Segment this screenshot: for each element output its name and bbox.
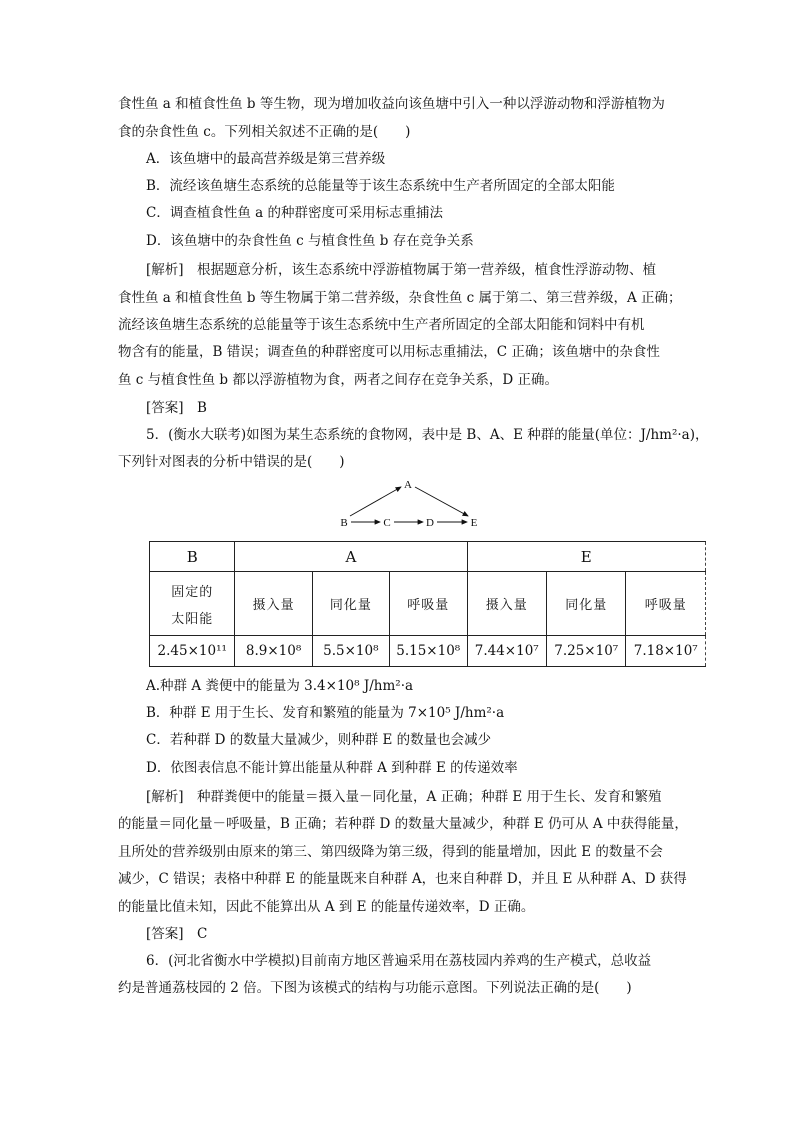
table-header-e-assimilation: 同化量 <box>546 572 625 636</box>
food-web-node-d: D <box>426 517 434 529</box>
q4-answer: [答案] B <box>146 400 207 416</box>
q5-stem-line-2: 下列针对图表的分析中错误的是( ) <box>118 454 345 470</box>
arrow-a-to-e <box>415 487 468 516</box>
food-web-node-c: C <box>383 517 391 529</box>
food-web-node-a: A <box>404 479 412 491</box>
q5-analysis-line-5: 的能量比值未知，因此不能算出从 A 到 E 的能量传递效率，D 正确。 <box>118 899 535 915</box>
table-header-e-intake: 摄入量 <box>467 572 546 636</box>
q5-analysis-line-1: [解析] 种群粪便中的能量＝摄入量－同化量，A 正确；种群 E 用于生长、发育和繁殖 <box>146 789 662 805</box>
table-header-a-respiration: 呼吸量 <box>389 572 467 636</box>
food-web-diagram <box>330 476 490 532</box>
energy-table <box>149 541 706 667</box>
table-value-a-assimilation: 5.5×10⁸ <box>312 636 389 667</box>
q6-stem-line-1: 6．(河北省衡水中学模拟)目前南方地区普遍采用在荔枝园内养鸡的生产模式，总收益 <box>146 953 652 969</box>
q4-option-c: C．调查植食性鱼 a 的种群密度可采用标志重捕法 <box>146 205 443 221</box>
food-web-node-e: E <box>470 517 478 529</box>
q4-analysis-line-1: [解析] 根据题意分析，该生态系统中浮游植物属于第一营养级，植食性浮游动物、植 <box>146 262 657 278</box>
q5-option-b: B．种群 E 用于生长、发育和繁殖的能量为 7×10⁵ J/hm²·a <box>146 705 505 721</box>
q5-option-d: D．依图表信息不能计算出能量从种群 A 到种群 E 的传递效率 <box>146 760 518 776</box>
q4-option-d: D．该鱼塘中的杂食性鱼 c 与植食性鱼 b 存在竞争关系 <box>146 233 474 249</box>
table-value-e-respiration: 7.18×10⁷ <box>626 636 706 667</box>
q4-stem-line-2: 食的杂食性鱼 c。下列相关叙述不正确的是( ) <box>118 124 411 140</box>
table-value-a-respiration: 5.15×10⁸ <box>389 636 467 667</box>
table-header-a-intake: 摄入量 <box>235 572 312 636</box>
table-header-a-assimilation: 同化量 <box>312 572 389 636</box>
q5-analysis-line-2: 的能量＝同化量－呼吸量，B 正确；若种群 D 的数量大量减少，种群 E 仍可从 A 中获得能量， <box>118 816 688 832</box>
table-value-e-assimilation: 7.25×10⁷ <box>546 636 625 667</box>
table-header-b-line-2: 太阳能 <box>171 611 214 627</box>
food-web-node-b: B <box>340 517 348 529</box>
arrow-b-to-a <box>350 487 401 516</box>
table-header-b-fixed-solar <box>150 572 235 636</box>
q4-analysis-line-4: 物含有的能量，B 错误；调查鱼的种群密度可以用标志重捕法，C 正确；该鱼塘中的杂食性 <box>118 344 660 360</box>
q4-analysis-line-5: 鱼 c 与植食性鱼 b 都以浮游植物为食，两者之间存在竞争关系，D 正确。 <box>118 372 558 388</box>
table-group-b: B <box>150 542 235 572</box>
q4-option-b: B．流经该鱼塘生态系统的总能量等于该生态系统中生产者所固定的全部太阳能 <box>146 178 615 194</box>
table-header-e-respiration: 呼吸量 <box>626 572 706 636</box>
q4-stem-line-1: 食性鱼 a 和植食性鱼 b 等生物，现为增加收益向该鱼塘中引入一种以浮游动物和浮游植物为 <box>118 96 665 112</box>
table-group-e: E <box>467 542 706 572</box>
table-value-b-fixed-solar: 2.45×10¹¹ <box>150 636 235 667</box>
table-value-a-intake: 8.9×10⁸ <box>235 636 312 667</box>
q5-analysis-line-4: 减少，C 错误；表格中种群 E 的能量既来自种群 A，也来自种群 D，并且 E 从种群 A、D 获得 <box>118 871 687 887</box>
table-group-a: A <box>235 542 467 572</box>
q5-answer: [答案] C <box>146 926 208 942</box>
q5-option-c: C．若种群 D 的数量大量减少，则种群 E 的数量也会减少 <box>146 732 492 748</box>
q4-analysis-line-2: 食性鱼 a 和植食性鱼 b 等生物属于第二营养级，杂食性鱼 c 属于第二、第三营养级，A 正确； <box>118 290 682 306</box>
q6-stem-line-2: 约是普通荔枝园的 2 倍。下图为该模式的结构与功能示意图。下列说法正确的是( ) <box>118 980 632 996</box>
q5-analysis-line-3: 且所处的营养级别由原来的第三、第四级降为第三级，得到的能量增加，因此 E 的数量不会 <box>118 844 663 860</box>
q4-option-a: A．该鱼塘中的最高营养级是第三营养级 <box>146 151 386 167</box>
q5-option-a: A.种群 A 粪便中的能量为 3.4×10⁸ J/hm²·a <box>146 678 414 694</box>
table-value-e-intake: 7.44×10⁷ <box>467 636 546 667</box>
table-header-b-line-1: 固定的 <box>171 584 214 600</box>
q5-stem-line-1: 5．(衡水大联考)如图为某生态系统的食物网，表中是 B、A、E 种群的能量(单位：J/hm²·a)， <box>146 427 709 443</box>
q4-analysis-line-3: 流经该鱼塘生态系统的总能量等于该生态系统中生产者所固定的全部太阳能和饲料中有机 <box>118 317 645 333</box>
